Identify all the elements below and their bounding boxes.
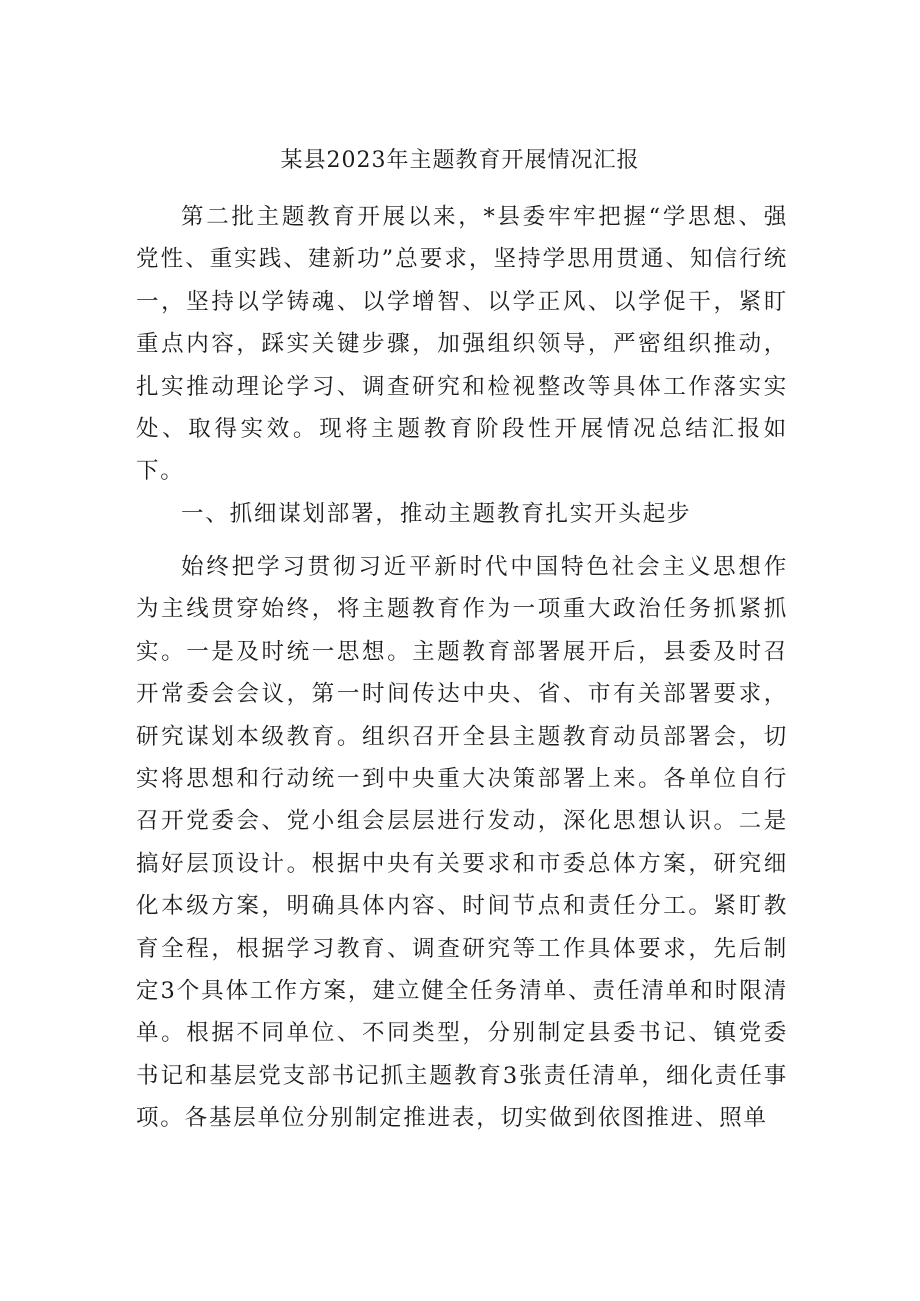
intro-paragraph: 第二批主题教育开展以来，*县委牢牢把握“学思想、强党性、重实践、建新功”总要求，坚持学思用贯通、知信行统一，坚持以学铸魂、以学增智、以学正风、以学促干，紧盯重点内容，踩实关键步骤，加强组织领导，严密组织推动，扎实推动理论学习、调查研究和检视整改等具体工作落实实处、取得实效。现将主题教育阶段性开展情况总结汇报如下。 [136,204,788,485]
section-1-heading: 一、抓细谋划部署，推动主题教育扎实开头起步 [181,501,692,527]
document-title: 某县2023年主题教育开展情况汇报 [280,148,640,173]
section-1-body: 始终把学习贯彻习近平新时代中国特色社会主义思想作为主线贯穿始终，将主题教育作为一项重大政治任务抓紧抓实。一是及时统一思想。主题教育部署展开后，县委及时召开常委会会议，第一时间传达中央、省、市有关部署要求，研究谋划本级教育。组织召开全县主题教育动员部署会，切实将思想和行动统一到中央重大决策部署上来。各单位自行召开党委会、党小组会层层进行发动，深化思想认识。二是搞好层顶设计。根据中央有关要求和市委总体方案，研究细化本级方案，明确具体内容、时间节点和责任分工。紧盯教育全程，根据学习教育、调查研究等工作具体要求，先后制定3个具体工作方案，建立健全任务清单、责任清单和时限清单。根据不同单位、不同类型，分别制定县委书记、镇党委书记和基层党支部书记抓主题教育3张责任清单，细化责任事项。各基层单位分别制定推进表，切实做到依图推进、照单 [136,554,788,1132]
